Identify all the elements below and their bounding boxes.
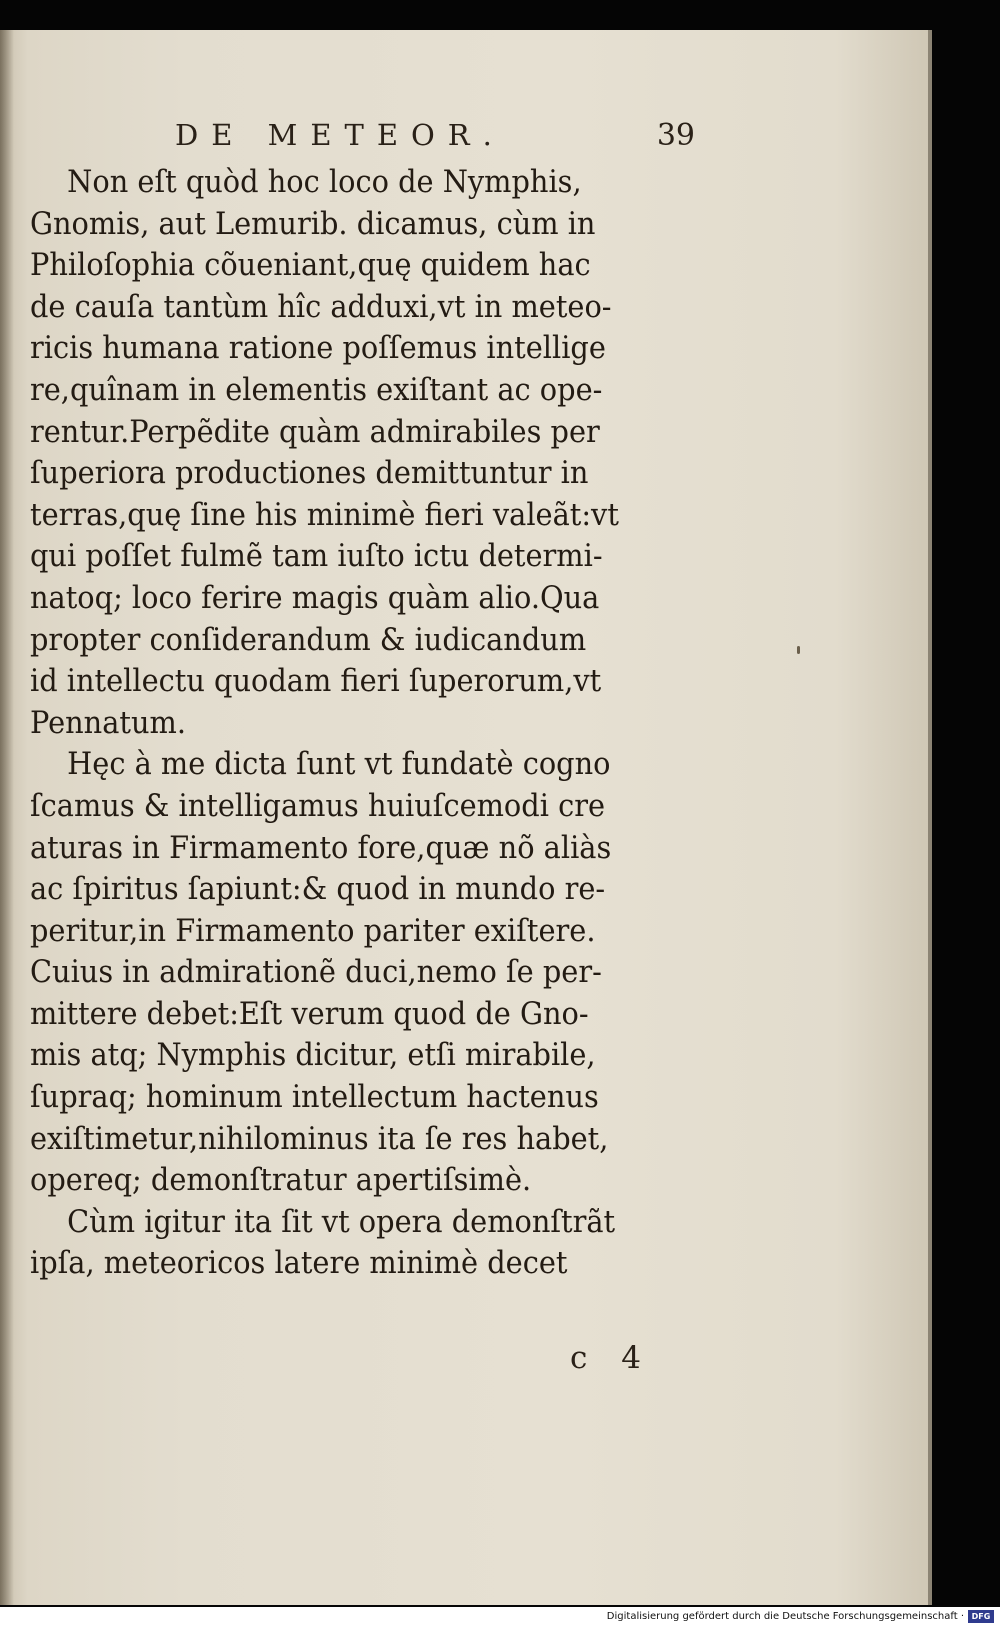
text-line: aturas in Firmamento fore,quæ nõ aliàs <box>30 829 612 866</box>
text-line: ricis humana ratione poſſemus intellige <box>30 330 606 367</box>
text-line: rentur.Perpẽdite quàm admirabiles per <box>30 413 600 450</box>
text-line: Cuius in admirationẽ duci,nemo ſe per- <box>30 954 602 991</box>
page-number: 39 <box>656 118 695 153</box>
text-line: Pennatum. <box>30 704 186 741</box>
text-line: terras,quę ſine his minimè fieri valeãt:vt <box>30 496 619 533</box>
signature-mark: c 4 <box>570 1340 653 1376</box>
text-line: ſuperiora productiones demittuntur in <box>30 455 589 492</box>
text-line: ſupraq; hominum intellectum hactenus <box>30 1079 599 1116</box>
text-line: natoq; loco ferire magis quàm alio.Qua <box>30 579 600 616</box>
text-line: opereq; demonſtratur apertiſsimè. <box>30 1162 532 1199</box>
text-line: ſcamus & intelligamus huiuſcemodi cre <box>30 787 606 824</box>
text-line: Philoſophia cõueniant,quę quidem hac <box>30 247 591 284</box>
text-line: re,quînam in elementis exiſtant ac ope- <box>30 371 603 408</box>
text-line: qui poſſet fulmẽ tam iuſto ictu determi- <box>30 538 603 575</box>
dfg-logo: DFG <box>968 1610 994 1623</box>
text-line: Non eſt quòd hoc loco de Nymphis, <box>67 164 582 200</box>
text-line: id intellectu quodam fieri ſuperorum,vt <box>30 663 602 700</box>
text-line: mis atq; Nymphis dicitur, etſi mirabile, <box>30 1037 596 1074</box>
text-line: propter conſiderandum & iudicandum <box>30 621 587 658</box>
gutter-shadow <box>0 30 14 1605</box>
text-line: exiſtimetur,nihilominus ita ſe res habet, <box>30 1120 609 1157</box>
text-line: Cùm igitur ita ſit vt opera demonſtrãt <box>67 1203 616 1240</box>
running-head: DE METEOR. <box>175 118 505 152</box>
text-line: Hęc à me dicta ſunt vt fundatè cogno <box>67 746 611 783</box>
text-line: de cauſa tantùm hîc adduxi,vt in meteo- <box>30 288 612 325</box>
body-text <box>30 162 730 1285</box>
footer-credit: Digitalisierung gefördert durch die Deutsche Forschungsgemeinschaft · <box>606 1611 964 1622</box>
page-header <box>175 118 695 158</box>
text-line: peritur,in Firmamento pariter exiſtere. <box>30 912 596 949</box>
paper-speck <box>797 646 800 654</box>
page-edge <box>928 30 932 1605</box>
text-line: ipſa, meteoricos latere minimè decet <box>30 1245 568 1282</box>
text-line: mittere debet:Eſt verum quod de Gno- <box>30 995 589 1032</box>
text-line: ac ſpiritus ſapiunt:& quod in mundo re- <box>30 871 606 908</box>
text-line: Gnomis, aut Lemurib. dicamus, cùm in <box>30 205 596 242</box>
